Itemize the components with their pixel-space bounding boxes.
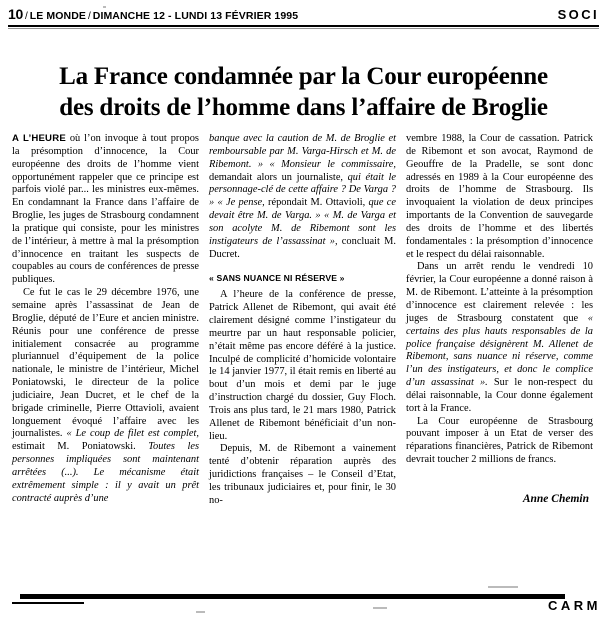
article-column-2: [209, 133, 396, 585]
paragraph: [406, 261, 593, 415]
quoted-text: « certains des plus hauts responsables de la police française désignèrent M. Allenet de Ribemont, sans nuance ni réserve, comme l’un des instigateurs, et donc le complice d’un assassinat ».: [406, 312, 593, 389]
section-tag: SOCI: [557, 7, 599, 22]
paragraph-text: Ce fut le cas le 29 décembre 1976, une semaine après l’assassinat de Jean de Broglie, député de l’Eure et ancien ministre. Réunis pour une conférence de presse initialement consacrée au programme pluriannuel d’équipement de la police nationale, le ministre de l’intérieur, Michel Poniatowski, le directeur de la police judiciaire, Jean Ducret, et le chef de la brigade criminelle, Pierre Ottavioli, avaient longuement évoqué l’affaire avec les journalistes.: [12, 287, 199, 440]
paragraph: [209, 289, 396, 443]
article-column-1: [12, 133, 199, 585]
paragraph-text: Sur le non-respect du délai raisonnable, la Cour donne également tort à la France.: [406, 377, 593, 414]
paragraph-text: La Cour européenne de Strasbourg pouvant imposer à un Etat de verser des réparations financières, Patrick de Ribemont devrait toucher 2 millions de francs.: [406, 415, 593, 466]
quoted-text: « Monsieur le commissaire,: [269, 158, 396, 170]
page-number: 10: [8, 6, 23, 22]
masthead-left-group: [8, 6, 298, 22]
scan-watermark: CARM: [548, 598, 601, 613]
quoted-text: banque avec la caution de M. de Broglie et remboursable par M. Varga-Hirsch et M. de Ribemont. »: [209, 133, 396, 170]
lead-in-text: A L’HEURE: [12, 133, 66, 144]
paragraph: [406, 416, 593, 467]
masthead-rule-secondary: [8, 28, 599, 29]
paragraph: [406, 133, 593, 261]
quoted-text: que ce devait être M. de Varga. »: [209, 197, 396, 222]
scan-artifact: [488, 586, 518, 588]
paragraph-text: Dans un arrêt rendu le vendredi 10 février, la Cour européenne a donné raison à M. de Ribemont. L’atteinte à la présomption d’innocence est clairement relevée : les juges de Strasbourg constatent que: [406, 261, 593, 324]
issue-date: DIMANCHE 12 - LUNDI 13 FÉVRIER 1995: [92, 10, 299, 22]
quoted-text: qui était le personnage-clé de cette affaire ? De Varga ? »: [209, 171, 396, 209]
section-subhead: « SANS NUANCE NI RÉSERVE »: [209, 273, 345, 284]
paragraph-text: répondait M. Ottavioli,: [264, 197, 369, 209]
article-body: [12, 133, 594, 585]
paragraph-text: où l’on invoque à tout propos la présomption d’innocence, la Cour européenne des droits de l’homme vient opportunément rappeler que ce principe est parfois violé par... les ministres eux-mêmes. En condamnant la France dans l’affaire de Broglie, les juges de Strasbourg condamnent la pratique qui consiste, pour les ministres de l’intérieur, à mettre à mal la présomption d’innocence en traitant les suspects de coupables au cours de conférences de presse publiques.: [12, 133, 199, 286]
paragraph: [209, 443, 396, 507]
publication-name: LE MONDE: [29, 10, 86, 22]
masthead-separator-1: /: [24, 11, 28, 22]
paragraph-text: concluait M. Ducret.: [209, 235, 396, 260]
article-byline: Anne Chemin: [522, 492, 589, 505]
quoted-text: « Le coup de filet est complet,: [66, 428, 199, 440]
article-column-3: [406, 133, 593, 585]
paragraph-text: vembre 1988, la Cour de cassation. Patrick de Ribemont et son avocat, Raymond de Geouffre de la Pradelle, se sont donc adressés en 1989 à la Cour européenne des droits de l’homme de Strasbourg. Ils invoquaient la violation de deux principes importants de la Convention de sauvegarde des droits de l’homme et des libertés fondamentales : la présomption d’innocence et le respect du délai raisonnable.: [406, 133, 593, 260]
article-headline: [14, 61, 593, 123]
quoted-text: Toutes les personnes impliquées sont maintenant arrêtées (...). Le mécanisme était extrêmement simple : il y avait un prêt contracté auprès d’une: [12, 441, 199, 504]
paragraph: [12, 287, 199, 505]
paragraph-text: Depuis, M. de Ribemont a vainement tenté d’obtenir réparation auprès des juridictions françaises – le Conseil d’Etat, les tribunaux judiciaires et, pour finir, le 30 no-: [209, 443, 396, 506]
headline-line-1: La France condamnée par la Cour européenne: [59, 62, 548, 90]
quoted-text: « Je pense,: [214, 197, 265, 209]
scan-artifact: [373, 607, 387, 609]
headline-line-2: des droits de l’homme dans l’affaire de Broglie: [59, 93, 548, 121]
quoted-text: « M. de Varga et son acolyte M. de Ribemont sont les instigateurs de l’assassinat »,: [209, 210, 396, 247]
masthead-rule: [8, 25, 599, 27]
masthead-separator-2: /: [87, 11, 91, 22]
paragraph: [12, 133, 199, 287]
scan-artifact: [196, 611, 205, 613]
paragraph-text: A l’heure de la conférence de presse, Patrick Allenet de Ribemont, qui avait été clairement désigné comme l’instigateur du meurtre par un haut responsable policier, n’était même pas encore déféré à la justice. Inculpé de complicité d’homicide volontaire le 14 janvier 1977, il était remis en liberté au bout d’un mois et demi par le juge d’instruction chargé du dossier, Guy Floch. Trois ans plus tard, le 21 mars 1980, Patrick Allenet de Ribemont bénéficiait d’un non-lieu.: [209, 289, 396, 442]
paragraph-text: estimait M. Poniatowski.: [12, 441, 149, 453]
footer-rule-secondary: [12, 602, 84, 604]
footer-rule: [20, 594, 565, 599]
masthead: [8, 6, 599, 22]
paragraph-text: demandait alors un journaliste,: [209, 171, 348, 183]
paragraph: [209, 133, 396, 261]
